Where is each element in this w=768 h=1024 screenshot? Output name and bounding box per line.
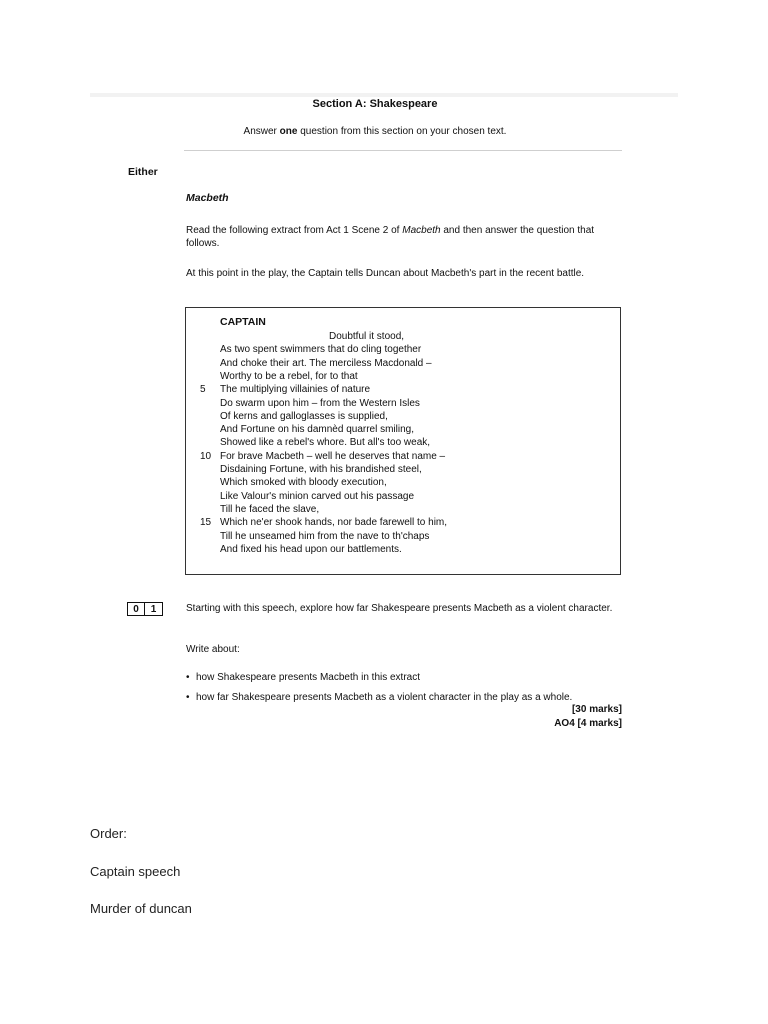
extract-line: For brave Macbeth – well he deserves that name – [220,450,446,462]
question-number-digit: 1 [145,602,163,616]
extract-line: Do swarm upon him – from the Western Isles [220,397,420,409]
extract-box [185,307,621,575]
extract-line: And fixed his head upon our battlements. [220,543,402,555]
notes-heading: Order: [90,826,127,841]
bullet-item: • how far Shakespeare presents Macbeth as a violent character in the play as a whole. [186,692,573,703]
note-item: Captain speech [90,864,181,879]
bullet-item: • how Shakespeare presents Macbeth in this extract [186,672,421,683]
marks-total: [30 marks] [571,704,622,715]
extract-line: As two spent swimmers that do cling together [220,344,422,356]
ao4-marks: AO4 [4 marks] [554,718,622,729]
divider [184,150,622,151]
extract-line: Worthy to be a rebel, for to that [220,370,358,382]
question-prompt: Starting with this speech, explore how far Shakespeare presents Macbeth as a violent character. [186,603,613,614]
extract-line: Which ne'er shook hands, nor bade farewell to him, [220,517,448,529]
extract-line: And Fortune on his damnèd quarrel smiling, [220,424,414,436]
extract-line: Showed like a rebel's whore. But all's too weak, [220,437,431,449]
question-number-digit: 0 [127,602,145,616]
extract-line: Till he faced the slave, [220,503,320,515]
section-instruction: Answer one question from this section on your chosen text. [243,126,507,137]
section-title: Section A: Shakespeare [312,98,438,110]
note-item: Murder of duncan [90,901,192,916]
line-number: 15 [200,517,212,529]
speaker-name: CAPTAIN [220,316,266,328]
extract-line: Doubtful it stood, [329,331,405,342]
bullet-icon: • [186,672,190,683]
extract-line: Disdaining Fortune, with his brandished steel, [220,464,422,475]
extract-line: Which smoked with bloody execution, [220,477,387,489]
line-number: 5 [200,384,206,396]
extract-line: And choke their art. The merciless Macdonald – [220,357,432,369]
either-label: Either [128,166,158,178]
extract-line: The multiplying villainies of nature [220,384,371,396]
extract-line: Of kerns and galloglasses is supplied, [220,410,388,422]
read-instruction: Read the following extract from Act 1 Scene 2 of Macbeth and then answer the question that follows. [186,225,595,249]
write-about-label: Write about: [186,644,240,655]
question-number-box [127,602,163,616]
extract-line: Till he unseamed him from the nave to th'chaps [220,530,430,542]
context-paragraph: At this point in the play, the Captain tells Duncan about Macbeth's part in the recent battle. [186,268,585,279]
text-title: Macbeth [186,192,229,204]
extract-line: Like Valour's minion carved out his passage [220,490,415,502]
bullet-icon: • [186,692,190,703]
page-top-band [90,93,678,97]
line-number: 10 [200,450,212,462]
